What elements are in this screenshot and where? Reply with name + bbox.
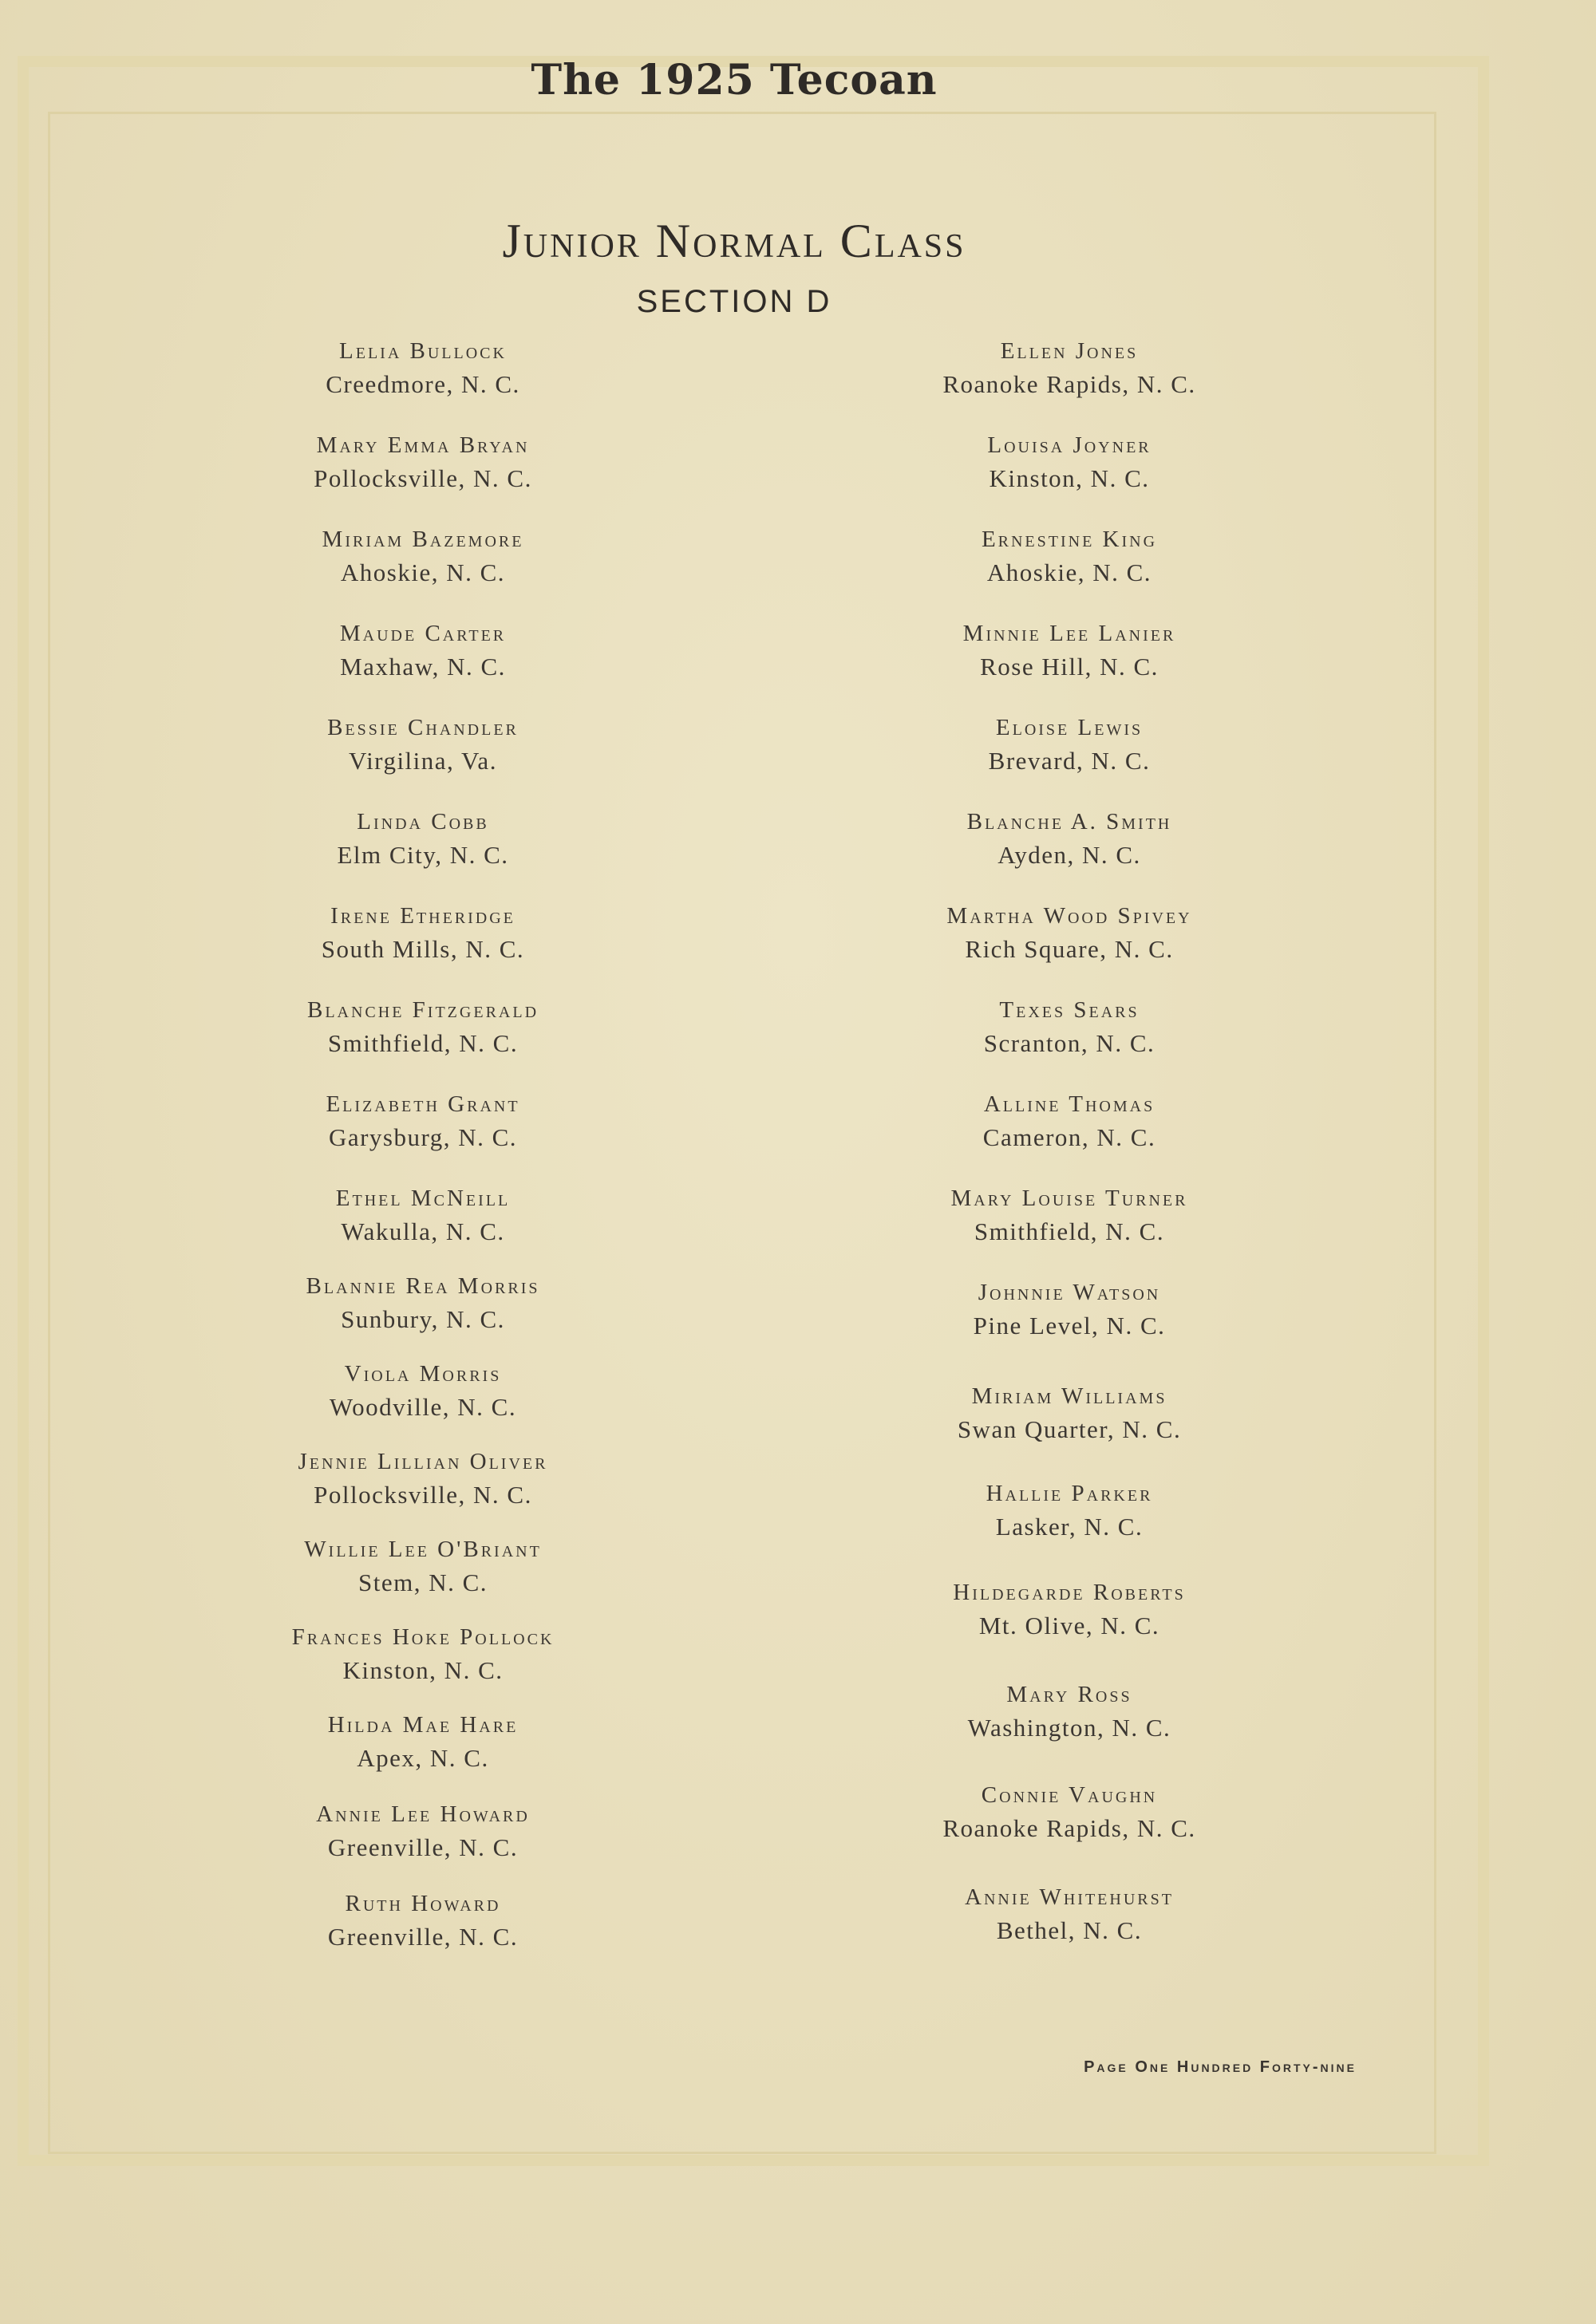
- list-item: [822, 900, 1317, 967]
- list-item: [822, 335, 1317, 402]
- student-name: Lelia Bullock: [339, 338, 507, 364]
- list-item: [176, 712, 670, 779]
- list-item: [822, 806, 1317, 873]
- student-name: Miriam Williams: [971, 1383, 1167, 1409]
- list-item: [176, 1709, 670, 1776]
- student-town: Maxhaw, N. C.: [340, 653, 506, 681]
- student-town: Swan Quarter, N. C.: [957, 1415, 1182, 1443]
- student-name: Blannie Rea Morris: [306, 1273, 540, 1299]
- list-item: [822, 1478, 1317, 1545]
- student-town: Elm City, N. C.: [337, 841, 509, 869]
- student-name: Texes Sears: [999, 997, 1140, 1023]
- student-town: Woodville, N. C.: [329, 1393, 517, 1421]
- student-town: Ahoskie, N. C.: [986, 558, 1152, 586]
- student-town: Cameron, N. C.: [982, 1123, 1156, 1151]
- list-item: [176, 994, 670, 1061]
- student-name: Mary Emma Bryan: [316, 432, 530, 458]
- student-town: Rose Hill, N. C.: [980, 653, 1159, 681]
- running-head: The 1925 Tecoan: [531, 56, 938, 105]
- student-town: Pollocksville, N. C.: [314, 1481, 532, 1509]
- student-town: Garysburg, N. C.: [328, 1123, 518, 1151]
- student-town: Apex, N. C.: [357, 1744, 489, 1772]
- student-name: Blanche A. Smith: [966, 809, 1172, 835]
- list-item: [176, 1621, 670, 1688]
- page-number: Page One Hundred Forty-nine: [1084, 2058, 1357, 2076]
- student-town: Washington, N. C.: [967, 1714, 1171, 1742]
- student-name: Connie Vaughn: [981, 1782, 1158, 1808]
- student-town: Kinston, N. C.: [342, 1656, 504, 1684]
- student-town: Stem, N. C.: [358, 1568, 488, 1596]
- list-item: [176, 1533, 670, 1600]
- student-town: Smithfield, N. C.: [327, 1029, 519, 1057]
- list-item: [822, 617, 1317, 685]
- student-name: Mary Ross: [1006, 1682, 1132, 1707]
- list-item: [822, 523, 1317, 590]
- list-item: [176, 429, 670, 496]
- list-item: [176, 523, 670, 590]
- student-town: Greenville, N. C.: [327, 1923, 519, 1951]
- class-title: Junior Normal Class: [502, 215, 966, 267]
- student-name: Ethel McNeill: [335, 1186, 511, 1211]
- student-name: Linda Cobb: [357, 809, 489, 835]
- student-town: South Mills, N. C.: [321, 935, 525, 963]
- student-name: Jennie Lillian Oliver: [298, 1449, 548, 1474]
- student-town: Greenville, N. C.: [327, 1833, 519, 1861]
- list-item: [822, 429, 1317, 496]
- student-name: Elizabeth Grant: [326, 1091, 520, 1117]
- list-item: [822, 1576, 1317, 1643]
- list-item: [176, 1888, 670, 1955]
- student-name: Ruth Howard: [345, 1891, 501, 1916]
- student-name: Viola Morris: [344, 1361, 502, 1387]
- student-town: Virgilina, Va.: [349, 747, 497, 775]
- student-town: Roanoke Rapids, N. C.: [942, 1814, 1196, 1842]
- student-town: Ahoskie, N. C.: [340, 558, 506, 586]
- student-name: Louisa Joyner: [987, 432, 1152, 458]
- student-name: Bessie Chandler: [327, 715, 519, 740]
- student-name: Blanche Fitzgerald: [306, 997, 539, 1023]
- list-item: [176, 900, 670, 967]
- list-item: [822, 1881, 1317, 1948]
- student-town: Brevard, N. C.: [988, 747, 1151, 775]
- student-name: Ellen Jones: [1000, 338, 1139, 364]
- student-name: Miriam Bazemore: [322, 527, 524, 552]
- student-town: Roanoke Rapids, N. C.: [942, 370, 1196, 398]
- student-name: Frances Hoke Pollock: [291, 1624, 555, 1650]
- student-town: Bethel, N. C.: [996, 1916, 1143, 1944]
- list-item: [822, 1088, 1317, 1155]
- student-name: Eloise Lewis: [995, 715, 1144, 740]
- student-name: Ernestine King: [981, 527, 1158, 552]
- student-name: Annie Lee Howard: [316, 1801, 530, 1827]
- list-item: [822, 1182, 1317, 1249]
- student-name: Hildegarde Roberts: [953, 1580, 1186, 1605]
- list-item: [822, 994, 1317, 1061]
- student-name: Hilda Mae Hare: [327, 1712, 519, 1738]
- student-town: Pollocksville, N. C.: [314, 464, 532, 492]
- section-title: SECTION D: [636, 284, 832, 319]
- list-item: [176, 1446, 670, 1513]
- list-item: [176, 1358, 670, 1425]
- student-town: Pine Level, N. C.: [973, 1312, 1166, 1340]
- student-town: Ayden, N. C.: [998, 841, 1141, 869]
- student-town: Wakulla, N. C.: [341, 1217, 505, 1245]
- student-town: Mt. Olive, N. C.: [978, 1612, 1160, 1639]
- student-town: Kinston, N. C.: [989, 464, 1150, 492]
- list-item: [822, 1679, 1317, 1746]
- list-item: [176, 806, 670, 873]
- list-item: [822, 712, 1317, 779]
- list-item: [176, 1270, 670, 1337]
- student-name: Hallie Parker: [986, 1481, 1153, 1506]
- student-name: Johnnie Watson: [978, 1280, 1161, 1305]
- student-name: Irene Etheridge: [330, 903, 516, 929]
- list-item: [822, 1276, 1317, 1344]
- list-item: [176, 617, 670, 685]
- list-item: [176, 1798, 670, 1865]
- student-town: Rich Square, N. C.: [965, 935, 1174, 963]
- student-name: Willie Lee O'Briant: [304, 1537, 542, 1562]
- student-town: Smithfield, N. C.: [974, 1217, 1165, 1245]
- student-town: Scranton, N. C.: [983, 1029, 1156, 1057]
- list-item: [822, 1779, 1317, 1846]
- student-name: Annie Whitehurst: [965, 1884, 1174, 1910]
- student-town: Creedmore, N. C.: [326, 370, 520, 398]
- student-name: Martha Wood Spivey: [946, 903, 1192, 929]
- student-name: Mary Louise Turner: [950, 1186, 1188, 1211]
- list-item: [822, 1380, 1317, 1447]
- list-item: [176, 335, 670, 402]
- student-town: Lasker, N. C.: [995, 1513, 1144, 1541]
- list-item: [176, 1088, 670, 1155]
- student-name: Alline Thomas: [983, 1091, 1156, 1117]
- student-name: Minnie Lee Lanier: [962, 621, 1176, 646]
- student-town: Sunbury, N. C.: [341, 1305, 505, 1333]
- student-name: Maude Carter: [339, 621, 507, 646]
- list-item: [176, 1182, 670, 1249]
